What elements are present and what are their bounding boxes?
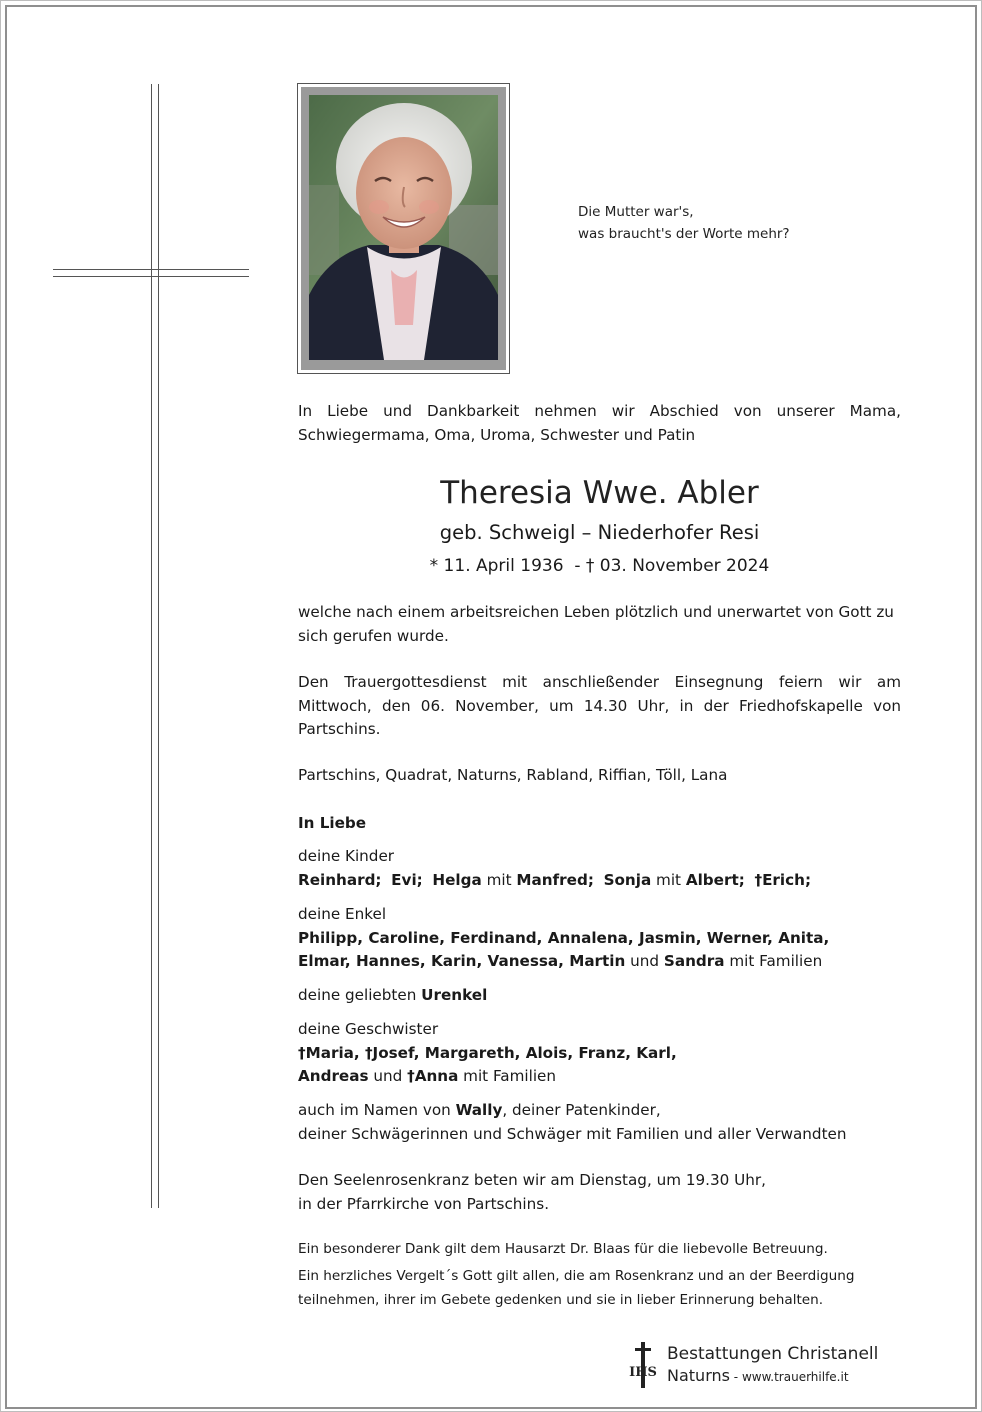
child-name: †Erich; — [754, 870, 812, 889]
connector-word: mit — [486, 870, 512, 889]
rosary-line-1: Den Seelenrosenkranz beten wir am Dienstag, um 19.30 Uhr, — [298, 1171, 766, 1189]
portrait-mat — [301, 87, 506, 370]
cross-horizontal-line-bottom — [53, 276, 249, 277]
connector-word: und — [630, 952, 660, 970]
places-text: Partschins, Quadrat, Naturns, Rabland, Riffian, Töll, Lana — [298, 766, 728, 784]
website-link[interactable]: www.trauerhilfe.it — [741, 1370, 849, 1384]
grandchildren-label: deine Enkel — [298, 905, 387, 923]
also-line-1 — [298, 1099, 901, 1123]
also-section — [298, 1099, 901, 1146]
child-name: Evi; — [391, 870, 423, 889]
also-line-2: deiner Schwägerinnen und Schwäger mit Familien und aller Verwandten — [298, 1124, 847, 1143]
grandchildren-section — [298, 903, 901, 974]
family-suffix: mit Familien — [729, 952, 823, 970]
quote — [578, 201, 790, 245]
in-liebe-heading: In Liebe — [298, 814, 367, 832]
passing-text: welche nach einem arbeitsreichen Leben plötzlich und unerwartet von Gott zu sich gerufen wurde. — [298, 603, 894, 645]
great-grandchildren-prefix: deine geliebten — [298, 986, 417, 1004]
ihs-cross-icon — [627, 1342, 659, 1388]
quote-line-1: Die Mutter war's, — [578, 204, 694, 220]
deceased-name: Theresia Wwe. Abler — [440, 475, 759, 511]
child-name: Albert; — [685, 870, 745, 889]
child-name: Reinhard; — [298, 870, 382, 889]
child-name: Helga — [432, 870, 482, 889]
svg-text:IHS: IHS — [629, 1365, 657, 1380]
deceased-dates: * 11. April 1936 - † 03. November 2024 — [429, 556, 770, 576]
intro-text: In Liebe und Dankbarkeit nehmen wir Abschied von unserer Mama, Schwiegermama, Oma, Uroma, Schwester und Patin — [298, 402, 901, 444]
siblings-line-1: †Maria, †Josef, Margareth, Alois, Franz, Karl, — [298, 1043, 677, 1062]
thanks-text-1: Ein besonderer Dank gilt dem Hausarzt Dr. Blaas für die liebevolle Betreuung. — [298, 1241, 828, 1257]
siblings-label: deine Geschwister — [298, 1020, 439, 1038]
grandchildren-names: Elmar, Hannes, Karin, Vanessa, Martin — [298, 952, 626, 970]
deceased-birth-name: geb. Schweigl – Niederhofer Resi — [439, 521, 760, 544]
siblings-section — [298, 1018, 901, 1089]
quote-line-2: was braucht's der Worte mehr? — [578, 226, 790, 242]
children-label: deine Kinder — [298, 847, 395, 865]
service-text: Den Trauergottesdienst mit anschließender Einsegnung feiern wir am Mittwoch, den 06. November, um 14.30 Uhr, in der Friedhofskapelle von Partschins. — [298, 673, 901, 738]
cross-vertical-line-right — [158, 84, 159, 1208]
rosary-section — [298, 1169, 901, 1216]
grandchildren-line-1: Philipp, Caroline, Ferdinand, Annalena, Jasmin, Werner, Anita, — [298, 928, 830, 947]
family-suffix: mit Familien — [463, 1067, 557, 1085]
cross-horizontal-line-top — [53, 269, 249, 270]
great-grandchildren-label: Urenkel — [421, 986, 488, 1004]
children-section — [298, 845, 901, 892]
grandchildren-line-2 — [298, 950, 901, 974]
connector-word: mit — [656, 870, 682, 889]
rosary-line-2: in der Pfarrkirche von Partschins. — [298, 1194, 550, 1213]
portrait-photo — [309, 95, 498, 360]
sibling-name: Andreas — [298, 1067, 369, 1085]
grandchild-name: Sandra — [663, 952, 725, 970]
funeral-home-location: Naturns — [667, 1366, 730, 1385]
siblings-line-2 — [298, 1065, 901, 1089]
funeral-home-footer — [627, 1342, 879, 1392]
portrait-frame — [297, 83, 510, 374]
sibling-name: †Anna — [407, 1067, 459, 1085]
great-grandchildren-section — [298, 984, 901, 1008]
connector-word: und — [373, 1067, 403, 1085]
child-name: Sonja — [603, 870, 652, 889]
child-name: Manfred; — [516, 870, 594, 889]
cross-vertical-line-left — [151, 84, 152, 1208]
separator: - — [729, 1370, 742, 1384]
also-prefix: auch im Namen von — [298, 1101, 451, 1119]
funeral-home-name: Bestattungen Christanell — [667, 1344, 879, 1364]
also-name: Wally — [455, 1101, 503, 1119]
funeral-home-location-line — [667, 1366, 849, 1385]
also-suffix: , deiner Patenkinder, — [502, 1101, 661, 1119]
children-names — [298, 869, 901, 893]
thanks-text-2: Ein herzliches Vergelt´s Gott gilt allen, die am Rosenkranz und an der Beerdigung teilnehmen, ihrer im Gebete gedenken und sie in lieber Erinnerung behalten. — [298, 1268, 855, 1308]
